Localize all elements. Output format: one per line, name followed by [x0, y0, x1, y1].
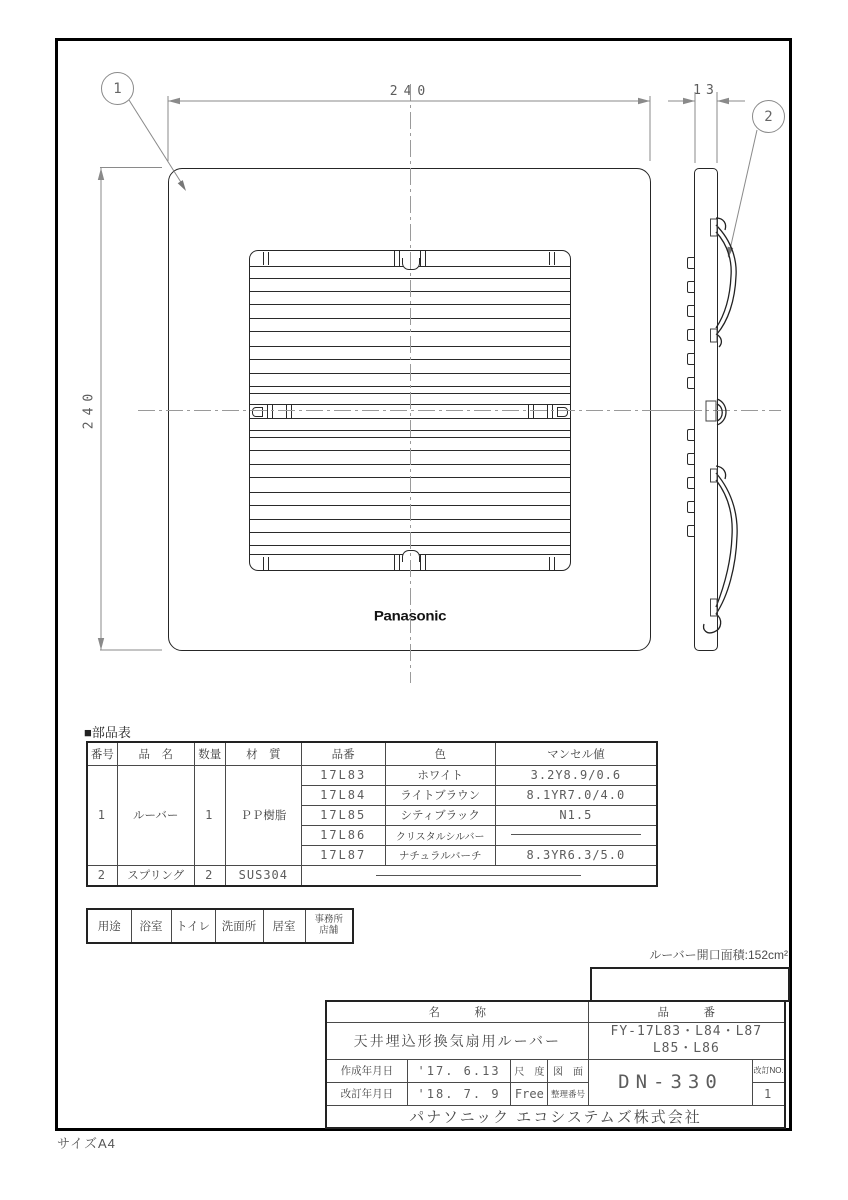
cell-spring-empty: [301, 865, 657, 886]
cell-partno: 17L85: [301, 805, 385, 825]
louver-slat-line: [250, 437, 570, 438]
louver-slat-line: [250, 532, 570, 533]
product-part-numbers: [588, 1022, 785, 1059]
cell-color: ホワイト: [385, 765, 495, 785]
louver-panel-side-view: [694, 168, 718, 651]
part-no-line2: L85・L86: [652, 1040, 720, 1056]
dimension-front-width: 240: [389, 84, 432, 99]
title-block-empty-box: [590, 967, 790, 1002]
louver-slat-line: [250, 373, 570, 374]
cell-color: ナチュラルバーチ: [385, 845, 495, 865]
parts-table: [86, 741, 658, 887]
col-header-name: 品 名: [117, 742, 194, 765]
parts-table-title: ■部品表: [84, 725, 131, 740]
balloon-1: 1: [101, 72, 134, 105]
cell-color: ライトブラウン: [385, 785, 495, 805]
col-header-color: 色: [385, 742, 495, 765]
cell-color: クリスタルシルバー: [385, 825, 495, 845]
cell-munsell: 8.3YR6.3/5.0: [495, 845, 657, 865]
louver-slat-line: [250, 505, 570, 506]
usage-room: 居室: [263, 909, 305, 943]
louver-slat-line: [250, 430, 570, 431]
cell-name: ルーバー: [117, 765, 194, 865]
louver-grille: [249, 250, 571, 571]
drawing-number: DN-330: [588, 1059, 753, 1105]
louver-slat-line: [250, 519, 570, 520]
louver-slat-line: [250, 331, 570, 332]
product-name: 天井埋込形換気扇用ルーバー: [326, 1022, 588, 1059]
cell-munsell: 8.1YR7.0/4.0: [495, 785, 657, 805]
usage-room: トイレ: [171, 909, 215, 943]
louver-slat-line: [250, 393, 570, 394]
scale-label: 尺 度: [511, 1059, 548, 1082]
usage-room-office-line1: 事務所: [314, 914, 343, 926]
balloon-2: 2: [752, 100, 785, 133]
company-name: パナソニック エコシステムズ株式会社: [326, 1105, 785, 1128]
usage-table: [86, 908, 354, 944]
drawing-label: 図 面: [548, 1059, 588, 1082]
usage-room-office-line2: 店舗: [319, 925, 339, 936]
opening-area-note: ルーバー開口面積:152cm²: [649, 948, 788, 962]
louver-slat-line: [250, 359, 570, 360]
cell-no: 1: [87, 765, 117, 865]
created-date-value: '17. 6.13: [407, 1059, 510, 1082]
usage-room-office: [305, 909, 353, 943]
panasonic-logo: Panasonic: [373, 608, 447, 625]
cell-material: ＰＰ樹脂: [225, 765, 301, 865]
col-header-material: 材 質: [225, 742, 301, 765]
usage-room: 洗面所: [215, 909, 263, 943]
created-date-label: 作成年月日: [326, 1059, 407, 1082]
title-block: [325, 1000, 786, 1129]
cell-no: 2: [87, 865, 117, 886]
louver-slat-line: [250, 304, 570, 305]
no-value-line: [376, 875, 581, 876]
louver-slat-line: [250, 291, 570, 292]
cell-munsell: 3.2Y8.9/0.6: [495, 765, 657, 785]
cell-name: スプリング: [117, 865, 194, 886]
revised-date-label: 改訂年月日: [326, 1082, 407, 1105]
cell-material: SUS304: [225, 865, 301, 886]
parts-header-row: [87, 742, 657, 765]
scale-value: Free: [511, 1082, 548, 1105]
louver-slat-line: [250, 545, 570, 546]
cell-qty: 2: [194, 865, 225, 886]
grille-top-clip: [402, 258, 420, 270]
sheet-size-label: サイズA4: [57, 1136, 116, 1151]
revision-value: 1: [753, 1082, 785, 1105]
part-no-label: 品 番: [588, 1001, 785, 1022]
louver-slat-line: [250, 492, 570, 493]
col-header-partno: 品番: [301, 742, 385, 765]
cell-munsell: N1.5: [495, 805, 657, 825]
cell-partno: 17L87: [301, 845, 385, 865]
louver-slat-line: [250, 346, 570, 347]
cell-qty: 1: [194, 765, 225, 865]
part-no-line1: FY-17L83・L84・L87: [610, 1024, 763, 1040]
name-label: 名 称: [326, 1001, 588, 1022]
louver-slat-line: [250, 450, 570, 451]
louver-slat-line: [250, 477, 570, 478]
cell-partno: 17L83: [301, 765, 385, 785]
cell-color: シティブラック: [385, 805, 495, 825]
revision-label: 改訂NO.: [753, 1059, 785, 1082]
usage-header: 用途: [87, 909, 131, 943]
cell-munsell-empty: [495, 825, 657, 845]
col-header-no: 番号: [87, 742, 117, 765]
louver-slat-line: [250, 318, 570, 319]
dimension-side-depth: 13: [693, 83, 719, 98]
cell-partno: 17L84: [301, 785, 385, 805]
revised-date-value: '18. 7. 9: [407, 1082, 510, 1105]
ref-number-label: 整理番号: [548, 1082, 588, 1105]
cell-partno: 17L86: [301, 825, 385, 845]
louver-slat-line: [250, 464, 570, 465]
usage-room: 浴室: [131, 909, 171, 943]
col-header-qty: 数量: [194, 742, 225, 765]
grille-middle-slat: [250, 404, 570, 419]
table-row: [87, 865, 657, 886]
louver-slat-line: [250, 278, 570, 279]
louver-slat-line: [250, 386, 570, 387]
dimension-front-height: 240: [81, 387, 97, 430]
no-value-line: [511, 834, 641, 835]
table-row: [87, 765, 657, 785]
col-header-munsell: マンセル値: [495, 742, 657, 765]
grille-bottom-clip: [402, 550, 420, 562]
